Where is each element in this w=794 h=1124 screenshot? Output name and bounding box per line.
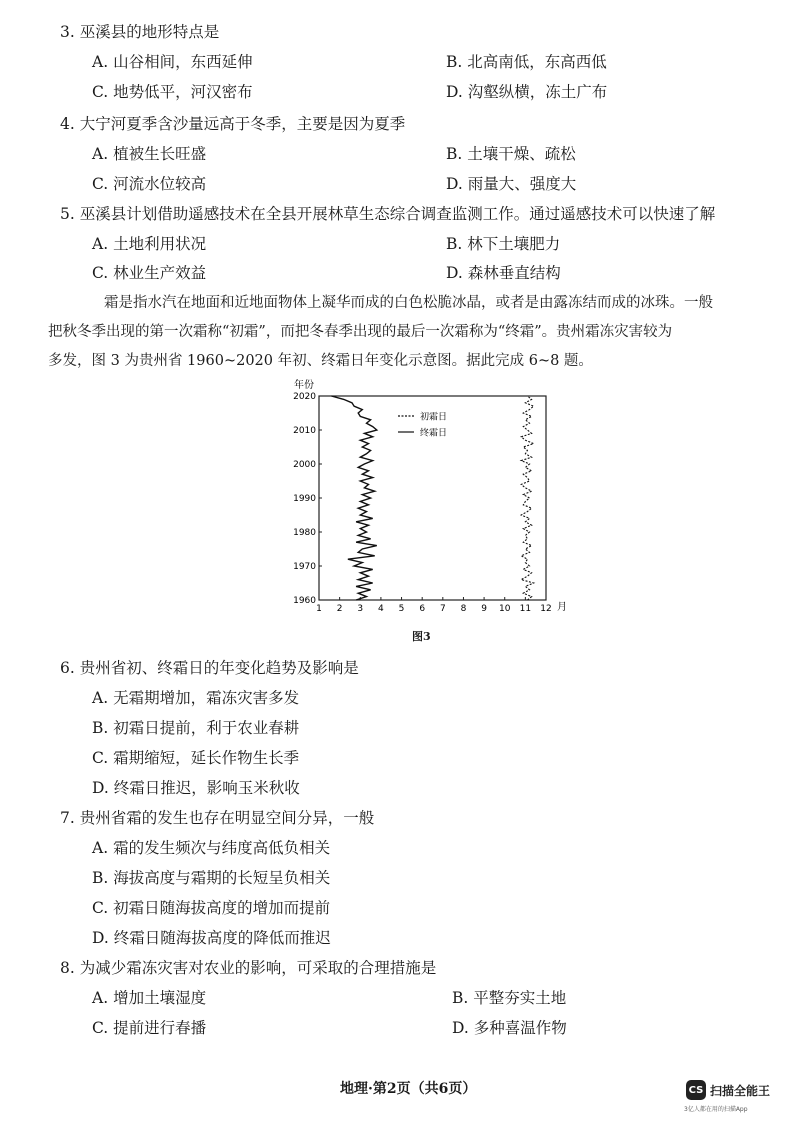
scanner-app-name: 扫描全能王 xyxy=(710,1083,771,1098)
option-4c: C. 河流水位较高 xyxy=(92,175,207,193)
x-tick-label: 12 xyxy=(540,604,552,614)
option-7d: D. 终霜日随海拔高度的降低而推迟 xyxy=(92,929,331,947)
x-tick-label: 11 xyxy=(519,604,532,614)
option-6d: D. 终霜日推迟，影响玉米秋收 xyxy=(92,779,300,797)
y-tick-label: 2010 xyxy=(293,426,316,436)
x-tick-label: 9 xyxy=(481,604,487,614)
option-5d: D. 森林垂直结构 xyxy=(446,264,561,282)
option-8c: C. 提前进行春播 xyxy=(92,1019,207,1037)
passage-line-3: 多发，图 3 为贵州省 1960~2020 年初、终霜日年变化示意图。据此完成 6~8 题。 xyxy=(48,353,593,369)
figure-caption: 图3 xyxy=(412,630,431,643)
option-4a: A. 植被生长旺盛 xyxy=(92,145,207,163)
question-7 xyxy=(60,806,374,828)
y-tick-label: 1980 xyxy=(293,528,316,538)
x-tick-label: 4 xyxy=(378,604,384,614)
page-footer: 地理·第2页（共6页） xyxy=(340,1081,477,1097)
option-3c: C. 地势低平，河汉密布 xyxy=(92,83,253,101)
passage xyxy=(48,289,776,376)
scanner-badge-icon: CS xyxy=(686,1080,706,1100)
y-axis-label: 年份 xyxy=(294,380,314,391)
question-stem: 贵州省初、终霜日的年变化趋势及影响是 xyxy=(79,659,359,677)
legend-label: 终霜日 xyxy=(420,428,448,439)
scanner-logo xyxy=(686,1080,770,1100)
x-tick-label: 5 xyxy=(398,604,405,614)
x-tick-label: 3 xyxy=(357,604,364,614)
question-number: 3. xyxy=(60,23,75,41)
scanner-tagline: 3亿人都在用的扫描App xyxy=(684,1106,748,1113)
question-3 xyxy=(60,20,219,42)
question-stem: 贵州省霜的发生也存在明显空间分异，一般 xyxy=(79,809,375,827)
option-5b: B. 林下土壤肥力 xyxy=(446,235,561,253)
x-axis-unit: 月 xyxy=(557,602,567,613)
series-final-frost-line xyxy=(331,396,376,600)
option-5c: C. 林业生产效益 xyxy=(92,264,207,282)
x-tick-label: 2 xyxy=(336,604,343,614)
question-number: 6. xyxy=(60,659,75,677)
option-6a: A. 无霜期增加，霜冻灾害多发 xyxy=(92,689,300,707)
option-3a: A. 山谷相间，东西延伸 xyxy=(92,53,253,71)
option-3b: B. 北高南低，东高西低 xyxy=(446,53,607,71)
question-stem: 巫溪县计划借助遥感技术在全县开展林草生态综合调查监测工作。通过遥感技术可以快速了解 xyxy=(79,205,716,223)
y-tick-label: 2000 xyxy=(293,460,316,470)
option-5a: A. 土地利用状况 xyxy=(92,235,207,253)
question-number: 7. xyxy=(60,809,75,827)
legend-label: 初霜日 xyxy=(420,412,448,423)
question-stem: 为减少霜冻灾害对农业的影响，可采取的合理措施是 xyxy=(79,959,437,977)
question-number: 8. xyxy=(60,959,75,977)
question-6 xyxy=(60,656,359,678)
option-8d: D. 多种喜温作物 xyxy=(452,1019,567,1037)
option-3d: D. 沟壑纵横，冻土广布 xyxy=(446,83,608,101)
question-4 xyxy=(60,112,405,134)
question-5 xyxy=(60,202,715,224)
series-first-frost-line xyxy=(521,396,533,600)
question-number: 5. xyxy=(60,205,75,223)
question-stem: 巫溪县的地形特点是 xyxy=(79,23,220,41)
y-tick-label: 1960 xyxy=(293,596,316,606)
x-tick-label: 8 xyxy=(460,604,467,614)
option-7b: B. 海拔高度与霜期的长短呈负相关 xyxy=(92,869,331,887)
option-7a: A. 霜的发生频次与纬度高低负相关 xyxy=(92,839,331,857)
passage-line-2: 把秋冬季出现的第一次霜称“初霜”，而把冬春季出现的最后一次霜称为“终霜”。贵州霜冻灾害较为 xyxy=(48,324,673,340)
y-tick-label: 1990 xyxy=(293,494,316,504)
x-tick-label: 10 xyxy=(499,604,511,614)
passage-line-1: 霜是指水汽在地面和近地面物体上凝华而成的白色松脆冰晶，或者是由露冻结而成的冰珠。一般 xyxy=(104,295,713,311)
option-8b: B. 平整夯实土地 xyxy=(452,989,567,1007)
option-4b: B. 土壤干燥、疏松 xyxy=(446,145,576,163)
question-8 xyxy=(60,956,436,978)
x-tick-label: 6 xyxy=(419,604,426,614)
option-6b: B. 初霜日提前，利于农业春耕 xyxy=(92,719,300,737)
y-tick-label: 2020 xyxy=(293,392,316,402)
frost-date-chart xyxy=(280,374,580,619)
x-tick-label: 1 xyxy=(316,604,322,614)
y-tick-label: 1970 xyxy=(293,562,316,572)
option-6c: C. 霜期缩短，延长作物生长季 xyxy=(92,749,300,767)
option-4d: D. 雨量大、强度大 xyxy=(446,175,577,193)
x-tick-label: 7 xyxy=(439,604,446,614)
option-8a: A. 增加土壤湿度 xyxy=(92,989,207,1007)
plot-frame xyxy=(319,396,546,600)
question-stem: 大宁河夏季含沙量远高于冬季，主要是因为夏季 xyxy=(79,115,406,133)
question-number: 4. xyxy=(60,115,75,133)
option-7c: C. 初霜日随海拔高度的增加而提前 xyxy=(92,899,331,917)
